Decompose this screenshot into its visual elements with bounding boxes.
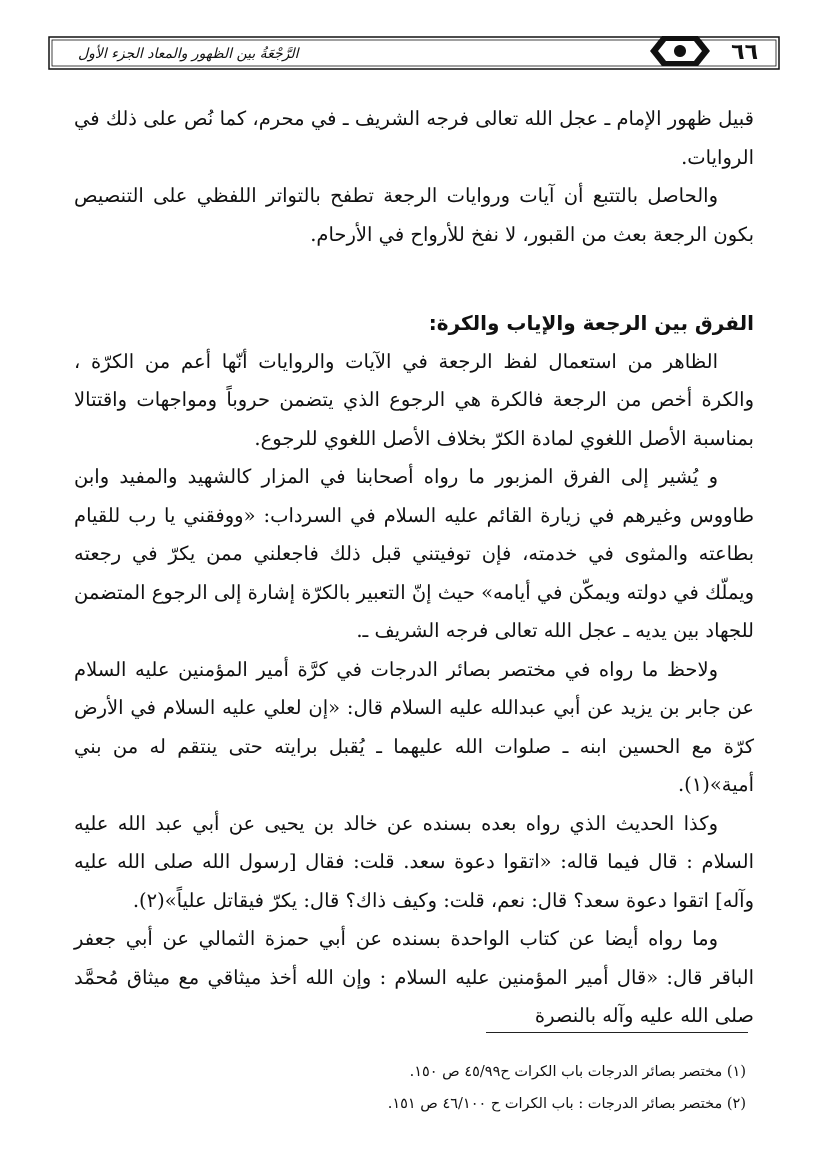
section-heading: الفرق بين الرجعة والإياب والكرة:	[428, 311, 754, 335]
page-number: ٦٦	[731, 40, 758, 65]
ornament-icon	[650, 32, 710, 70]
paragraph: قبيل ظهور الإمام ـ عجل الله تعالى فرجه الشريف ـ في محرم، كما نُص على ذلك في الروايات.	[74, 107, 754, 169]
paragraph: الظاهر من استعمال لفظ الرجعة في الآيات والروايات أنّها أعم من الكرّة ، والكرة أخص من الرجعة فالكرة هي الرجوع الذي يتضمن حروباً ومواجهات واقتتالا بمناسبة الأصل اللغوي لمادة الكرّ بخلاف الأصل اللغوي للرجوع.	[74, 349, 754, 450]
footnote: (١) مختصر بصائر الدرجات باب الكرات ح٤٥/٩٩ ص ١٥٠.	[409, 1064, 746, 1080]
footnote: (٢) مختصر بصائر الدرجات : باب الكرات ح ٤٦/١٠٠ ص ١٥١.	[387, 1096, 746, 1112]
paragraph: ولاحظ ما رواه في مختصر بصائر الدرجات في كرَّة أمير المؤمنين عليه السلام عن جابر بن يزيد عن أبي عبدالله عليه السلام قال: «إن لعلي عليه السلام في الأرض كرّة مع الحسين ابنه ـ صلوات الله عليهما ـ يُقبل برايته حتى ينتقم له من بني أمية»(١).	[74, 657, 754, 796]
main-text	[74, 100, 754, 1036]
paragraph: وما رواه أيضا عن كتاب الواحدة بسنده عن أبي حمزة الثمالي عن أبي جعفر الباقر قال: «قال أمير المؤمنين عليه السلام : وإن الله أخذ ميثاقي مع ميثاق مُحمَّد صلى الله عليه وآله بالنصرة	[74, 927, 754, 1027]
paragraph: و يُشير إلى الفرق المزبور ما رواه أصحابنا في المزار كالشهيد والمفيد وابن طاووس وغيرهم في زيارة القائم عليه السلام في السرداب: «ووفقني يا رب للقيام بطاعته والمثوى في خدمته، فإن توفيتني قبل ذلك فاجعلني ممن يكرّ في رجعته ويملّك في دولته ويمكّن في أيامه» حيث إنّ التعبير بالكرّة إشارة إلى الرجوع المتضمن للجهاد بين يديه ـ عجل الله تعالى فرجه الشريف ـ.	[74, 465, 754, 642]
footnote-divider	[486, 1032, 748, 1033]
paragraph: وكذا الحديث الذي رواه بعده بسنده عن خالد بن يحيى عن أبي عبد الله عليه السلام : قال فيما قاله: «اتقوا دعوة سعد. قلت: فقال [رسول الله صلى الله عليه وآله] اتقوا دعوة سعد؟ قال: نعم، قلت: وكيف ذاك؟ قال: يكرّ فيقاتل علياً»(٢).	[74, 811, 754, 912]
paragraph: والحاصل بالتتبع أن آيات وروايات الرجعة تطفح بالتواتر اللفظي على التنصيص بكون الرجعة بعث من القبور، لا نفخ للأرواح في الأرحام.	[74, 184, 754, 246]
page-header	[48, 30, 780, 74]
running-head: الرَّجْعَةُ بين الظهور والمعاد الجزء الأول	[78, 46, 299, 62]
